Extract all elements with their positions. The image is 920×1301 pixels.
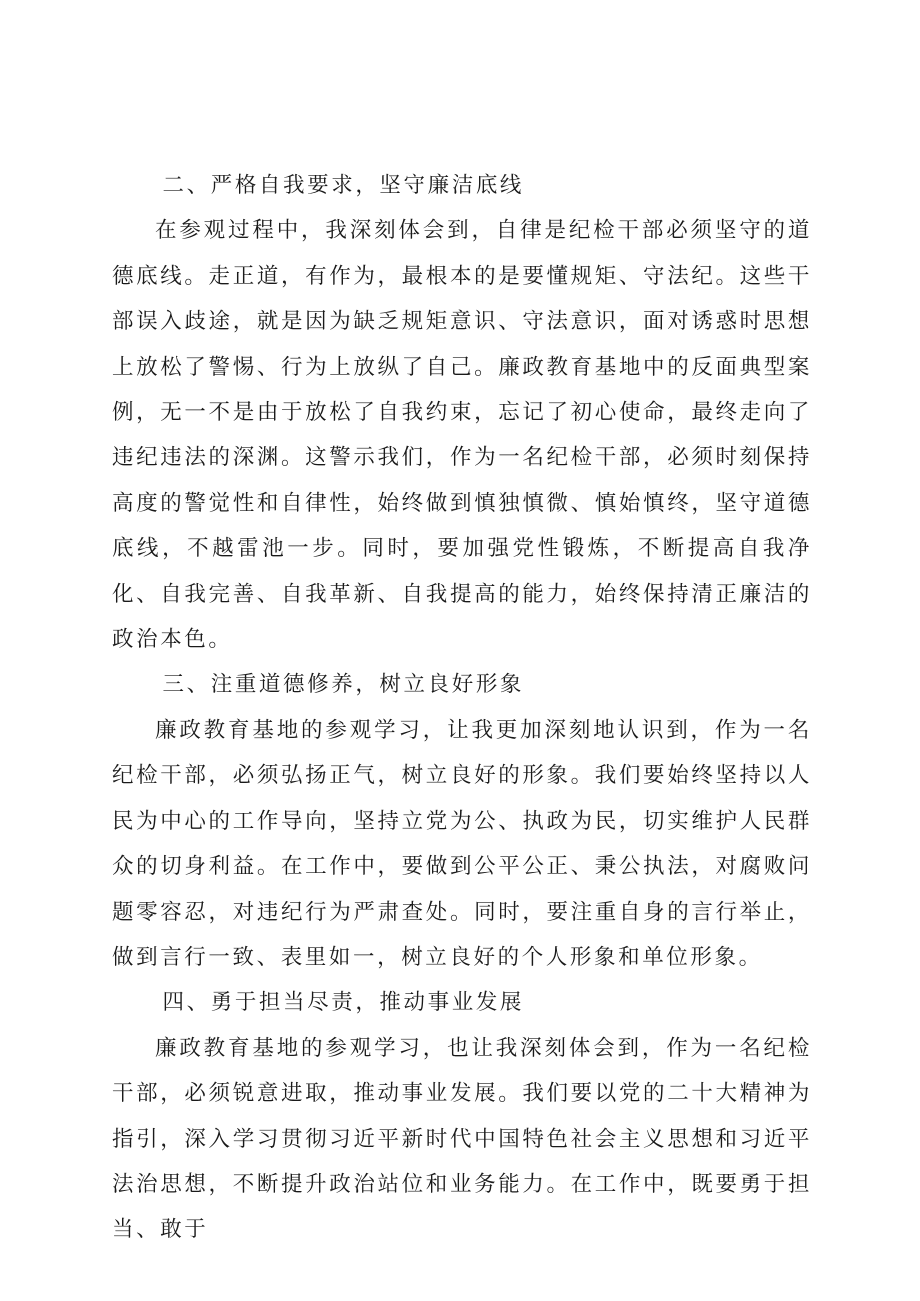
section-paragraph-2: 在参观过程中，我深刻体会到，自律是纪检干部必须坚守的道德底线。走正道，有作为，最根本的是要懂规矩、守法纪。这些干部误入歧途，就是因为缺乏规矩意识、守法意识，面对诱惑时思想上放松了警惕、行为上放纵了自己。廉政教育基地中的反面典型案例，无一不是由于放松了自我约束，忘记了初心使命，最终走向了违纪违法的深渊。这警示我们，作为一名纪检干部，必须时刻保持高度的警觉性和自律性，始终做到慎独慎微、慎始慎终，坚守道德底线，不越雷池一步。同时，要加强党性锻炼，不断提高自我净化、自我完善、自我革新、自我提高的能力，始终保持清正廉洁的政治本色。: [112, 218, 812, 653]
document-body: [112, 163, 812, 1253]
section-heading-4: 四、勇于担当尽责，推动事业发展: [162, 990, 525, 1016]
section-heading-3: 三、注重道德修养，树立良好形象: [162, 672, 525, 698]
section-paragraph-3: 廉政教育基地的参观学习，让我更加深刻地认识到，作为一名纪检干部，必须弘扬正气，树立良好的形象。我们要始终坚持以人民为中心的工作导向，坚持立党为公、执政为民，切实维护人民群众的切身利益。在工作中，要做到公平公正、秉公执法，对腐败问题零容忍，对违纪行为严肃查处。同时，要注重自身的言行举止，做到言行一致、表里如一，树立良好的个人形象和单位形象。: [112, 717, 812, 970]
section-heading-2: 二、严格自我要求，坚守廉洁底线: [162, 173, 525, 198]
section-paragraph-4: 廉政教育基地的参观学习，也让我深刻体会到，作为一名纪检干部，必须锐意进取，推动事业发展。我们要以党的二十大精神为指引，深入学习贯彻习近平新时代中国特色社会主义思想和习近平法治思想，不断提升政治站位和业务能力。在工作中，既要勇于担当、敢于: [112, 1035, 812, 1243]
